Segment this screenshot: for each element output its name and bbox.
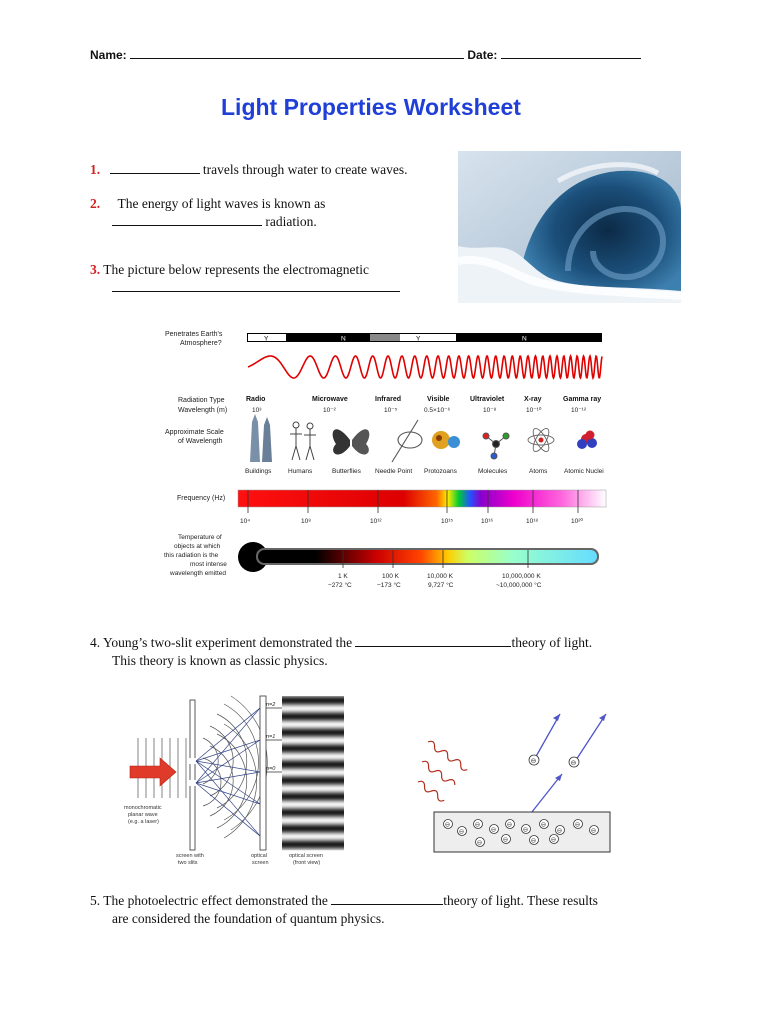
needle-point-icon xyxy=(392,420,422,462)
temperature-label: most intense xyxy=(190,561,227,568)
wavelength-value: 10⁻¹⁰ xyxy=(526,407,542,414)
electron-symbol: ⊖ xyxy=(550,836,557,844)
question-1 xyxy=(90,161,408,179)
object-label: Atomic Nuclei xyxy=(564,468,604,475)
penetrates-label-2: Atmosphere? xyxy=(180,340,222,347)
ejected-electrons xyxy=(529,755,579,767)
atom-icon xyxy=(528,426,554,454)
name-row xyxy=(90,46,641,62)
answer-blank-5[interactable] xyxy=(331,892,443,905)
temp-c: ~10,000,000 °C xyxy=(496,582,542,589)
atomic-nuclei-icon xyxy=(577,431,597,450)
question-2 xyxy=(90,195,325,231)
question-text-2: radiation. xyxy=(265,214,317,229)
electromagnetic-spectrum-diagram xyxy=(160,322,620,594)
temperature-label: objects at which xyxy=(174,543,221,550)
electron-symbol: ⊖ xyxy=(530,837,537,845)
butterfly-icon xyxy=(333,429,370,454)
humans-icon xyxy=(290,422,316,460)
temp-k: 1 K xyxy=(338,573,348,580)
object-label: Protozoans xyxy=(424,468,457,475)
object-label: Humans xyxy=(288,468,313,475)
question-text-2: are considered the foundation of quantum physics. xyxy=(112,911,385,926)
question-text: travels through water to create waves. xyxy=(202,162,408,177)
wavelength-label: Wavelength (m) xyxy=(178,407,228,414)
ocean-wave-image xyxy=(458,151,681,303)
date-label: Date: xyxy=(467,48,498,62)
wavelength-value: 10³ xyxy=(252,407,262,414)
radiation-type-label: Radiation Type xyxy=(178,397,225,404)
wavelength-value: 10⁻⁵ xyxy=(384,407,398,414)
slits-label: two slits xyxy=(178,860,198,866)
front-view-label: (front view) xyxy=(293,860,321,866)
electron-symbol: ⊖ xyxy=(556,827,563,835)
scale-label-1: Approximate Scale xyxy=(165,429,224,436)
type-visible: Visible xyxy=(427,396,450,403)
object-label: Butterflies xyxy=(332,468,361,475)
bar-label: Y xyxy=(264,335,269,343)
wavelength-value: 10⁻² xyxy=(323,407,336,414)
slit-screen xyxy=(190,700,195,850)
question-number: 5. xyxy=(90,893,101,908)
thermometer xyxy=(238,542,599,572)
frequency-bar xyxy=(238,490,606,507)
electron-symbol: ⊖ xyxy=(522,826,529,834)
optical-screen xyxy=(260,696,266,850)
answer-blank-3[interactable] xyxy=(112,279,400,292)
temp-k: 100 K xyxy=(382,573,399,580)
question-text: Young’s two-slit experiment demonstrated the xyxy=(103,635,353,650)
temp-k: 10,000 K xyxy=(427,573,454,580)
bar-label: Y xyxy=(416,335,421,343)
electron-symbol: ⊖ xyxy=(540,821,547,829)
buildings-icon xyxy=(250,414,272,462)
interference-fringes xyxy=(282,696,344,850)
fringe-strip xyxy=(282,849,344,850)
frequency-label: Frequency (Hz) xyxy=(177,495,226,502)
question-number: 2. xyxy=(90,196,101,211)
frequency-tick: 10¹⁵ xyxy=(441,518,454,525)
electron-symbol: ⊖ xyxy=(476,839,483,847)
type-microwave: Microwave xyxy=(312,396,348,403)
electron-symbol: ⊖ xyxy=(502,836,509,844)
temperature-label: this radiation is the xyxy=(164,552,219,559)
electron-symbol: ⊖ xyxy=(458,828,465,836)
type-gammaray: Gamma ray xyxy=(563,396,602,403)
source-label: planar wave xyxy=(128,812,158,818)
question-3 xyxy=(90,261,400,297)
object-label: Needle Point xyxy=(375,468,413,475)
wavelength-value: 0.5×10⁻⁶ xyxy=(424,407,451,414)
temperature-label: wavelength emitted xyxy=(170,570,227,577)
photoelectric-diagram xyxy=(410,700,625,860)
question-text: The energy of light waves is known as xyxy=(117,196,326,211)
object-label: Molecules xyxy=(478,468,508,475)
frequency-tick: 10¹⁸ xyxy=(526,518,539,525)
name-label: Name: xyxy=(90,48,127,62)
object-label: Buildings xyxy=(245,468,272,475)
frequency-tick: 10⁸ xyxy=(301,518,311,525)
electron-symbol: ⊖ xyxy=(506,821,513,829)
frequency-tick: 10¹² xyxy=(370,518,382,525)
wave-line xyxy=(248,356,602,378)
temp-c: −173 °C xyxy=(377,582,401,589)
answer-blank-1[interactable] xyxy=(110,161,200,174)
type-xray: X-ray xyxy=(524,396,542,403)
wavelength-value: 10⁻⁸ xyxy=(483,407,497,414)
order-label: n=0 xyxy=(266,766,276,772)
name-field[interactable] xyxy=(130,46,464,59)
source-label: monochromatic xyxy=(124,805,162,811)
temp-c: 9,727 °C xyxy=(428,582,454,589)
molecules-icon xyxy=(483,433,509,459)
electron-symbol: ⊖ xyxy=(570,760,577,767)
temperature-label: Temperature of xyxy=(178,534,222,541)
electron-symbol: ⊖ xyxy=(530,758,537,765)
scale-label-2: of Wavelength xyxy=(178,438,223,445)
date-field[interactable] xyxy=(501,46,641,59)
frequency-tick: 10⁴ xyxy=(240,518,251,525)
optical-label: screen xyxy=(252,860,269,866)
object-label: Atoms xyxy=(529,468,548,475)
question-text: The picture below represents the electromagnetic xyxy=(103,262,370,277)
question-number: 4. xyxy=(90,635,101,650)
electron-symbol: ⊖ xyxy=(590,827,597,835)
double-slit-diagram xyxy=(118,688,358,866)
bar-label: N xyxy=(522,335,527,343)
electron-symbol: ⊖ xyxy=(474,821,481,829)
question-5 xyxy=(90,892,598,928)
slits-label: screen with xyxy=(176,853,204,859)
question-text-2: This theory is known as classic physics. xyxy=(112,653,328,668)
protozoans-icon xyxy=(432,431,460,449)
frequency-tick: 10²⁰ xyxy=(571,518,584,525)
wavelength-value: 10⁻¹² xyxy=(571,407,586,414)
front-view-label: optical screen xyxy=(289,853,323,859)
type-ultraviolet: Ultraviolet xyxy=(470,396,505,403)
electron-symbol: ⊖ xyxy=(574,821,581,829)
question-number: 3. xyxy=(90,262,101,277)
temp-c: −272 °C xyxy=(328,582,352,589)
question-text-b: theory of light. These results xyxy=(443,893,598,908)
optical-label: optical xyxy=(251,853,267,859)
question-number: 1. xyxy=(90,162,101,177)
order-label: n=2 xyxy=(266,702,276,708)
question-text-b: theory of light. xyxy=(511,635,593,650)
temp-k: 10,000,000 K xyxy=(502,573,541,580)
bar-label: N xyxy=(341,335,346,343)
electron-symbol: ⊖ xyxy=(490,826,497,834)
penetrates-label-1: Penetrates Earth's xyxy=(165,331,223,338)
question-4 xyxy=(90,634,592,670)
answer-blank-2[interactable] xyxy=(112,213,262,226)
type-infrared: Infrared xyxy=(375,396,402,403)
source-label: (e.g. a laser) xyxy=(128,819,159,825)
type-radio: Radio xyxy=(246,396,266,403)
page-title: Light Properties Worksheet xyxy=(221,94,521,120)
electron-symbol: ⊖ xyxy=(444,821,451,829)
light-arrow xyxy=(130,758,176,786)
frequency-tick: 10¹⁶ xyxy=(481,518,494,525)
answer-blank-4[interactable] xyxy=(355,634,511,647)
question-text: The photoelectric effect demonstrated the xyxy=(103,893,328,908)
order-label: n=1 xyxy=(266,734,276,740)
photon-waves xyxy=(416,740,469,803)
